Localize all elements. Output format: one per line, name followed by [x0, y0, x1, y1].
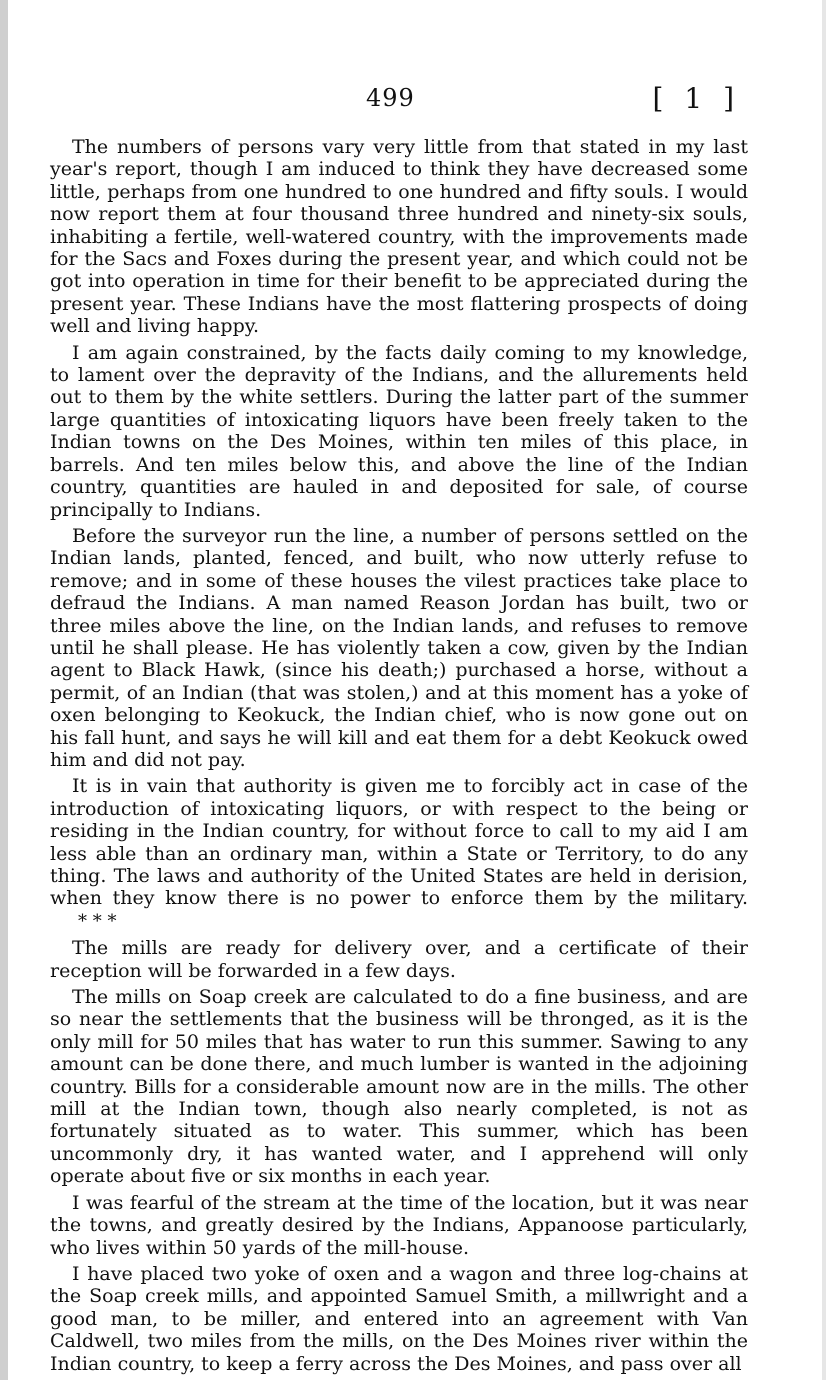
paragraph-1: The numbers of persons vary very little from that stated in my last year's report, though I am induced to think they have decreased some little, perhaps from one hundred to one hundred and fifty souls. I would now report them at four thousand three hundred and ninety-six souls, inhabiting a fertile, well-watered country, with the improvements made for the Sacs and Foxes during the present year, and which could not be got into operation in time for their benefit to be appreciated during the present year. These Indians have the most flattering prospects of doing well and living happy.	[50, 136, 748, 338]
ellipsis-asterisks: * * *	[78, 910, 117, 932]
scan-left-edge	[0, 0, 8, 1380]
page-header	[50, 78, 770, 138]
paragraph-3: Before the surveyor run the line, a number of persons settled on the Indian lands, planted, fenced, and built, who now utterly refuse to remove; and in some of these houses the vilest practices take place to defraud the Indians. A man named Reason Jordan has built, two or three miles above the line, on the Indian lands, and refuses to remove until he shall please. He has violently taken a cow, given by the Indian agent to Black Hawk, (since his death;) purchased a horse, without a permit, of an Indian (that was stolen,) and at this moment has a yoke of oxen belonging to Keokuck, the Indian chief, who is now gone out on his fall hunt, and says he will kill and eat them for a debt Keokuck owed him and did not pay.	[50, 524, 748, 771]
paragraph-2: I am again constrained, by the facts daily coming to my knowledge, to lament over the depravity of the Indians, and the allurements held out to them by the white settlers. During the latter part of the summer large quantities of intoxicating liquors have been freely taken to the Indian towns on the Des Moines, within ten miles of this place, in barrels. And ten miles below this, and above the line of the Indian country, quantities are hauled in and deposited for sale, of course principally to Indians.	[50, 341, 748, 521]
paragraph-4-text: It is in vain that authority is given me to forcibly act in case of the introduction of intoxicating liquors, or with respect to the being or residing in the Indian country, for without force to call to my aid I am less able than an ordinary man, within a State or Territory, to do any thing. The laws and authority of the United States are held in derision, when they know there is no power to enforce them by the military.	[50, 775, 748, 910]
document-number: [ 1 ]	[652, 82, 740, 115]
paragraph-6: The mills on Soap creek are calculated to do a fine business, and are so near the settlements that the business will be thronged, as it is the only mill for 50 miles that has water to run this summer. Sawing to any amount can be done there, and much lumber is wanted in the adjoining country. Bills for a considerable amount now are in the mills. The other mill at the Indian town, though also nearly completed, is not as fortunately situated as to water. This summer, which has been uncommonly dry, it has wanted water, and I apprehend will only operate about five or six months in each year.	[50, 986, 748, 1188]
paragraph-4	[50, 775, 748, 933]
page-number: 499	[366, 84, 415, 112]
document-page	[50, 78, 770, 1375]
scan-right-edge	[822, 0, 826, 1380]
paragraph-7: I was fearful of the stream at the time of the location, but it was near the towns, and greatly desired by the Indians, Appanoose particularly, who lives within 50 yards of the mill-house.	[50, 1191, 748, 1259]
paragraph-8: I have placed two yoke of oxen and a wagon and three log-chains at the Soap creek mills, and appointed Samuel Smith, a millwright and a good man, to be miller, and entered into an agreement with Van Caldwell, two miles from the mills, on the Des Moines river within the Indian country, to keep a ferry across the Des Moines, and pass over all	[50, 1262, 748, 1375]
paragraph-5: The mills are ready for delivery over, and a certificate of their reception will be forwarded in a few days.	[50, 937, 748, 982]
body-text	[50, 136, 748, 1379]
